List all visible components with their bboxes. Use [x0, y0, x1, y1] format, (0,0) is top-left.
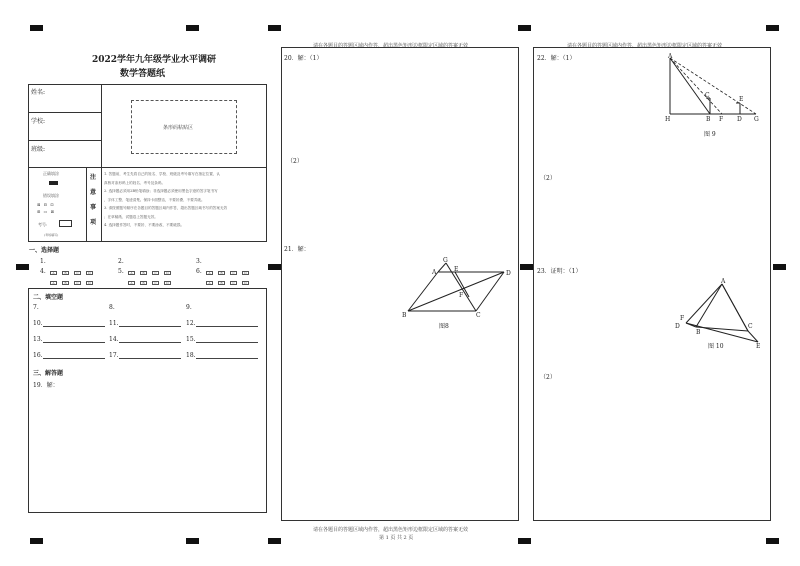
option-bubble[interactable]: C — [74, 271, 81, 275]
option-bubble[interactable]: B — [218, 271, 225, 275]
alignment-mark — [518, 25, 531, 31]
alignment-mark — [520, 264, 533, 270]
alignment-mark — [186, 25, 199, 31]
answer-blank[interactable] — [43, 352, 105, 359]
alignment-mark — [16, 264, 29, 270]
q23-2-label: （2） — [540, 374, 556, 381]
fig9-label-A: A — [668, 53, 673, 60]
name-label: 姓名: — [31, 89, 46, 96]
section1-title: 一、选择题 — [29, 247, 60, 254]
notice-text: 1. 答题前，考生先将自己的姓名、学校、班级及考号填写在指定位置，认 真核对条形码上的姓名、考号及条码。 2. 选择题必须用2B铅笔填涂；非选择题必须使用黑色字迹的签字笔书写 ，字体工整、笔迹清楚。保持卡面整洁，不要折叠、不要弄破。 3. 请按照题号顺序在各题目的答题区域内作答，超出答题区域书写的答案无效 ；在草稿纸、试题卷上答题无效。 4. 选择题作答时，不要折、不要涂改、不要破损。 — [104, 172, 228, 227]
top-note: 请在各题目的答题区域内作答，超出黑色矩形边框限定区域的答案无效 — [567, 43, 723, 49]
option-bubble[interactable]: D — [242, 271, 249, 275]
alignment-mark — [268, 264, 281, 270]
option-bubble[interactable]: D — [164, 281, 171, 285]
section3-title: 三、解答题 — [33, 370, 64, 377]
fig9-label-G: G — [754, 116, 759, 123]
fig10-label-C: C — [748, 323, 753, 330]
bottom-note: 请在各题目的答题区域内作答，超出黑色矩形边框限定区域的答案无效 — [313, 527, 469, 533]
notice-heading-2: 意 — [90, 189, 97, 196]
alignment-mark — [268, 25, 281, 31]
fig10-label-A: A — [721, 278, 726, 285]
option-bubble[interactable]: C — [152, 281, 159, 285]
class-label: 班级: — [31, 146, 46, 153]
option-bubble[interactable]: C — [74, 281, 81, 285]
option-bubble[interactable]: B — [140, 281, 147, 285]
option-bubble[interactable]: A — [50, 281, 57, 285]
exam-no-note: (考场填写) — [44, 233, 59, 237]
fig8-label-G: G — [443, 257, 448, 264]
fig10-caption: 图 10 — [708, 343, 724, 350]
fig9-label-C: C — [705, 92, 710, 99]
fig9-label-F: F — [719, 116, 724, 123]
wrong-fill-samples: ⊞ ▭ ⊠ — [37, 209, 56, 214]
option-bubble[interactable]: B — [218, 281, 225, 285]
figure-10 — [672, 276, 764, 352]
alignment-mark — [30, 25, 43, 31]
figure-8 — [398, 256, 516, 332]
alignment-mark — [766, 25, 779, 31]
wrong-fill-label: 错误填涂 — [43, 193, 59, 198]
option-bubble[interactable]: D — [86, 281, 93, 285]
correct-fill-sample — [49, 181, 58, 185]
exam-no-box[interactable] — [59, 220, 72, 227]
alignment-mark — [268, 538, 281, 544]
option-bubble[interactable]: D — [86, 271, 93, 275]
option-bubble[interactable]: C — [230, 271, 237, 275]
answer-blank[interactable] — [119, 320, 181, 327]
q23-label: 23．证明：（1） — [537, 268, 582, 275]
option-bubble[interactable]: D — [242, 281, 249, 285]
notice-heading-3: 事 — [90, 204, 97, 211]
fig9-label-H: H — [665, 116, 671, 123]
fig10-label-F: F — [680, 315, 685, 322]
section2-title: 二、填空题 — [33, 294, 64, 301]
q21-label: 21．解： — [284, 246, 310, 253]
alignment-mark — [30, 538, 43, 544]
wrong-fill-samples: ⊠ ⊟ ⊡ — [37, 202, 55, 207]
q22-label: 22．解：（1） — [537, 55, 576, 62]
notice-heading-4: 项 — [90, 219, 97, 226]
fig9-label-E: E — [739, 96, 744, 103]
option-bubble[interactable]: C — [152, 271, 159, 275]
option-bubble[interactable]: C — [230, 281, 237, 285]
alignment-mark — [186, 538, 199, 544]
option-bubble[interactable]: A — [206, 281, 213, 285]
q19-label: 19．解： — [33, 382, 59, 389]
barcode-label: 条形码粘贴区 — [163, 125, 194, 131]
page-subtitle: 数学答题纸 — [120, 69, 166, 79]
fig8-label-B: B — [402, 312, 407, 319]
figure-9 — [660, 52, 764, 142]
option-bubble[interactable]: A — [206, 271, 213, 275]
school-label: 学校: — [31, 118, 46, 125]
answer-blank[interactable] — [196, 320, 258, 327]
fig8-label-A: A — [432, 269, 437, 276]
alignment-mark — [773, 264, 786, 270]
option-bubble[interactable]: B — [62, 271, 69, 275]
answer-blank[interactable] — [119, 352, 181, 359]
answer-blank[interactable] — [196, 336, 258, 343]
notice-heading-1: 注 — [90, 174, 97, 181]
fig8-label-E: E — [454, 266, 459, 273]
option-bubble[interactable]: D — [164, 271, 171, 275]
q20-2-label: （2） — [287, 158, 303, 165]
answer-blank[interactable] — [43, 336, 105, 343]
fig9-label-B: B — [706, 116, 711, 123]
fig10-label-E: E — [756, 343, 761, 350]
fig8-label-C: C — [476, 312, 481, 319]
fig8-caption: 图8 — [439, 323, 449, 330]
option-bubble[interactable]: A — [128, 281, 135, 285]
alignment-mark — [766, 538, 779, 544]
fig8-label-F: F — [459, 292, 464, 299]
fig10-label-B: B — [696, 329, 701, 336]
alignment-mark — [518, 538, 531, 544]
q20-label: 20．解：（1） — [284, 55, 323, 62]
answer-blank[interactable] — [119, 336, 181, 343]
correct-fill-label: 正确填涂 — [43, 171, 59, 176]
fig9-caption: 图 9 — [704, 131, 716, 138]
fig8-label-D: D — [506, 270, 511, 277]
fig10-label-D: D — [675, 323, 680, 330]
option-bubble[interactable]: B — [62, 281, 69, 285]
fig9-label-D: D — [737, 116, 742, 123]
option-bubble[interactable]: B — [140, 271, 147, 275]
option-bubble[interactable]: A — [50, 271, 57, 275]
option-bubble[interactable]: A — [128, 271, 135, 275]
answer-blank[interactable] — [43, 320, 105, 327]
page-title: 2022学年九年级学业水平调研 — [92, 55, 217, 65]
top-note: 请在各题目的答题区域内作答，超出黑色矩形边框限定区域的答案无效 — [313, 43, 469, 49]
answer-blank[interactable] — [196, 352, 258, 359]
exam-no-label: 考号: — [38, 222, 48, 227]
q22-2-label: （2） — [540, 175, 556, 182]
page-number: 第 1 页 共 2 页 — [379, 535, 414, 541]
